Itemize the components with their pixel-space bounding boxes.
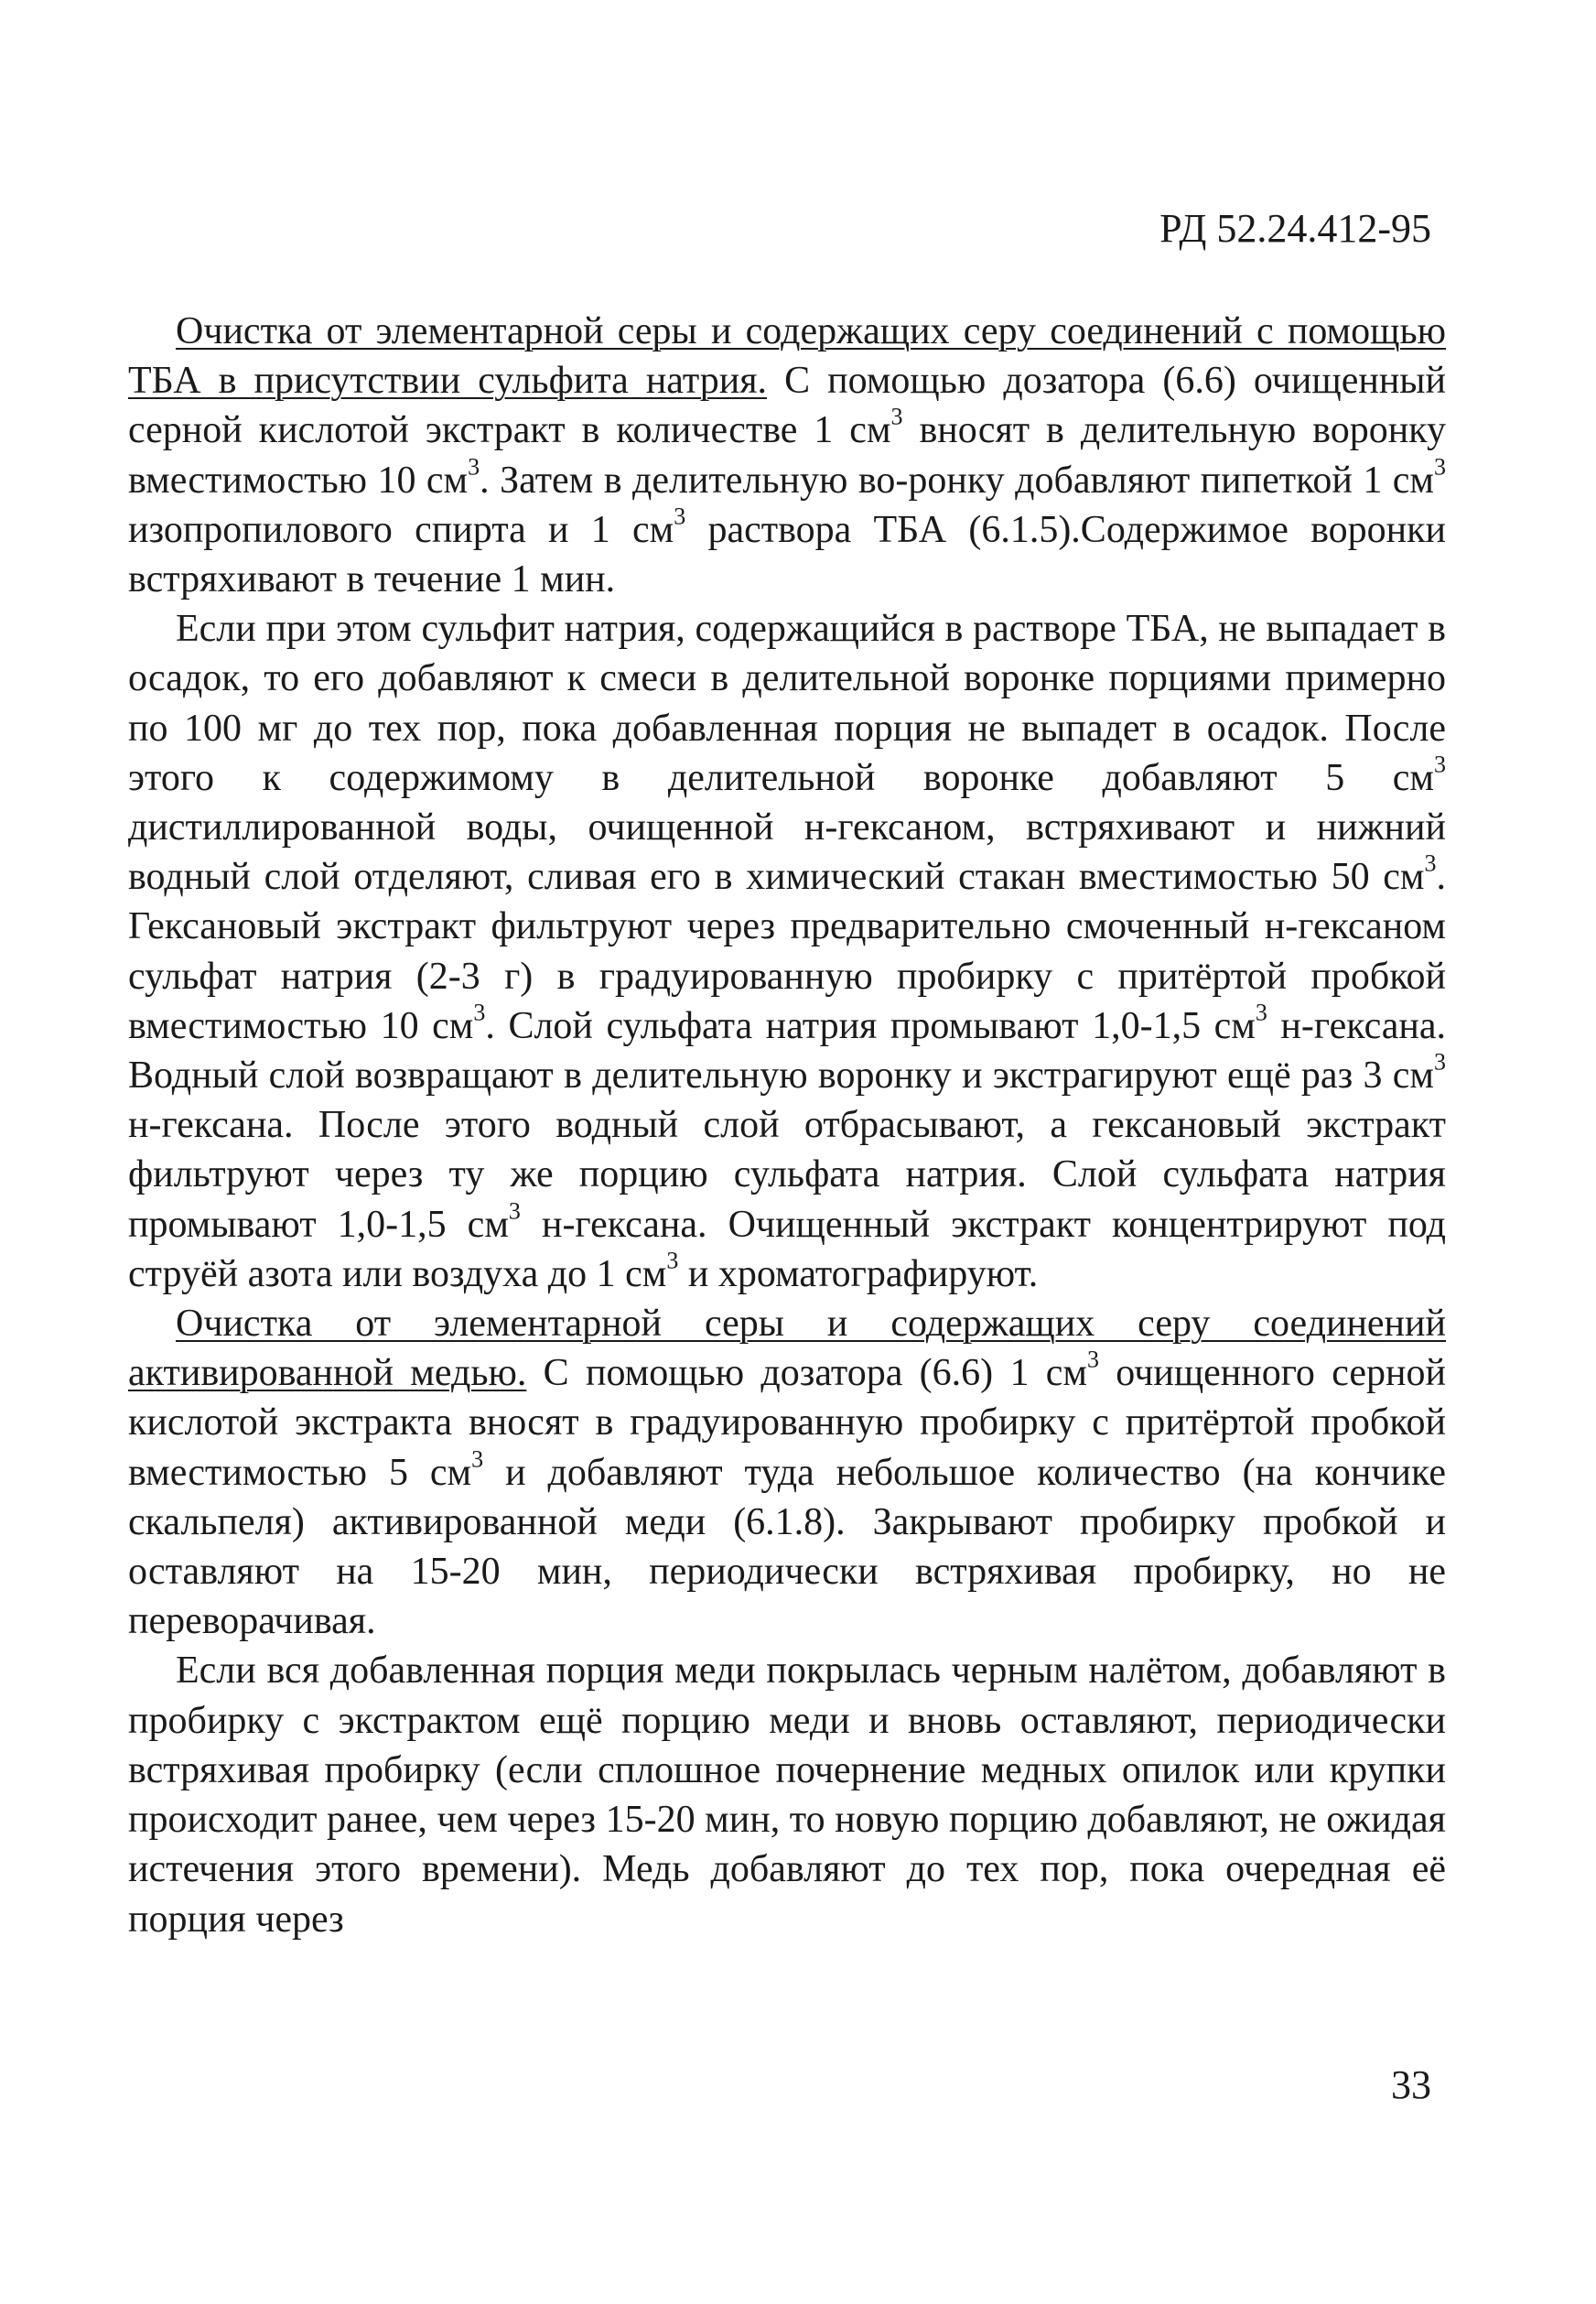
text-run: дистиллированной воды, очищенной н-гексаном, встряхивают и нижний водный слой отделяют, сливая его в химический стакан вместимостью 50 см	[128, 806, 1446, 899]
paragraph-tba-cleanup	[128, 307, 1446, 604]
paragraph-copper-cleanup	[128, 1299, 1446, 1646]
superscript-cube: 3	[473, 999, 486, 1026]
text-run: . Гексановый экстракт фильтруют через предварительно смоченный н-гексаном сульфат натрия (2-3 г) в градуированную пробирку с притёртой пробкой вместимостью 10 см	[128, 856, 1446, 1047]
text-run: и хроматографируют.	[678, 1252, 1039, 1295]
text-run: Если при этом сульфит натрия, содержащийся в растворе ТБА, не выпадает в осадок, то его добавляют к смеси в делительной воронке порциями примерно по 100 мг до тех пор, пока добавленная порция не выпадет в осадок. После этого к содержимому в делительной воронке добавляют 5 см	[128, 608, 1446, 799]
superscript-cube: 3	[471, 1445, 484, 1473]
text-run: очищенного серной кислотой экстракта вносят в градуированную пробирку с притёртой пробкой вместимостью 5 см	[128, 1352, 1446, 1494]
superscript-cube: 3	[1434, 1048, 1446, 1076]
superscript-cube: 3	[1434, 751, 1446, 778]
text-run: н-гексана. Очищенный экстракт концентрируют под струёй азота или воздуха до 1 см	[128, 1203, 1446, 1295]
text-run: С помощью дозатора (6.6) очищенный серной кислотой экстракт в количестве 1 см	[128, 360, 1446, 452]
superscript-cube: 3	[1087, 1346, 1099, 1373]
paragraph-sulfite-procedure	[128, 604, 1446, 1299]
superscript-cube: 3	[468, 453, 480, 481]
page-body	[128, 307, 1446, 1944]
text-run: С помощью дозатора (6.6) 1 см	[526, 1352, 1087, 1395]
text-run: изопропилового спирта и 1 см	[128, 508, 674, 551]
text-run: н-гексана. После этого водный слой отбрасывают, а гексановый экстракт фильтруют через ту же порцию сульфата натрия. Слой сульфата натрия промывают 1,0-1,5 см	[128, 1104, 1446, 1246]
section-heading-tba: Очистка от элементарной серы и содержащих серу соединений с помощью ТБА в присутствии сульфита натрия.	[128, 310, 1446, 403]
document-code: РД 52.24.412-95	[1159, 206, 1431, 251]
superscript-cube: 3	[1424, 849, 1437, 877]
text-run: вносят в делительную воронку вместимостью 10 см	[128, 409, 1446, 502]
superscript-cube: 3	[1255, 999, 1267, 1026]
text-run: . Затем в делительную во-ронку добавляют пипеткой 1 см	[480, 459, 1434, 502]
paragraph-copper-repeat	[128, 1646, 1446, 1943]
section-heading-copper: Очистка от элементарной серы и содержащих серу соединений активированной медью.	[128, 1303, 1446, 1395]
text-run: раствора ТБА (6.1.5).Содержимое воронки встряхивают в течение 1 мин.	[128, 508, 1447, 601]
text-run: и добавляют туда небольшое количество (на кончике скальпеля) активированной меди (6.1.8). Закрывают пробирку пробкой и оставляют на 15-20 мин, периодически встряхивая пробирку, но не переворачивая.	[128, 1451, 1446, 1643]
text-run: Если вся добавленная порция меди покрылась черным налётом, добавляют в пробирку с экстрактом ещё порцию меди и вновь оставляют, периодически встряхивая пробирку (если сплошное почернение медных опилок или крупки происходит ранее, чем через 15-20 мин, то новую порцию добавляют, не ожидая истечения этого времени). Медь добавляют до тех пор, пока очередная её порция через	[128, 1650, 1446, 1941]
superscript-cube: 3	[1434, 453, 1446, 481]
page-number: 33	[1391, 2062, 1431, 2107]
superscript-cube: 3	[508, 1197, 521, 1225]
superscript-cube: 3	[674, 503, 686, 530]
text-run: н-гексана. Водный слой возвращают в делительную воронку и экстрагируют ещё раз 3 см	[128, 1004, 1446, 1098]
text-run: . Слой сульфата натрия промывают 1,0-1,5 см	[485, 1004, 1256, 1047]
superscript-cube: 3	[890, 403, 903, 430]
superscript-cube: 3	[666, 1247, 679, 1274]
